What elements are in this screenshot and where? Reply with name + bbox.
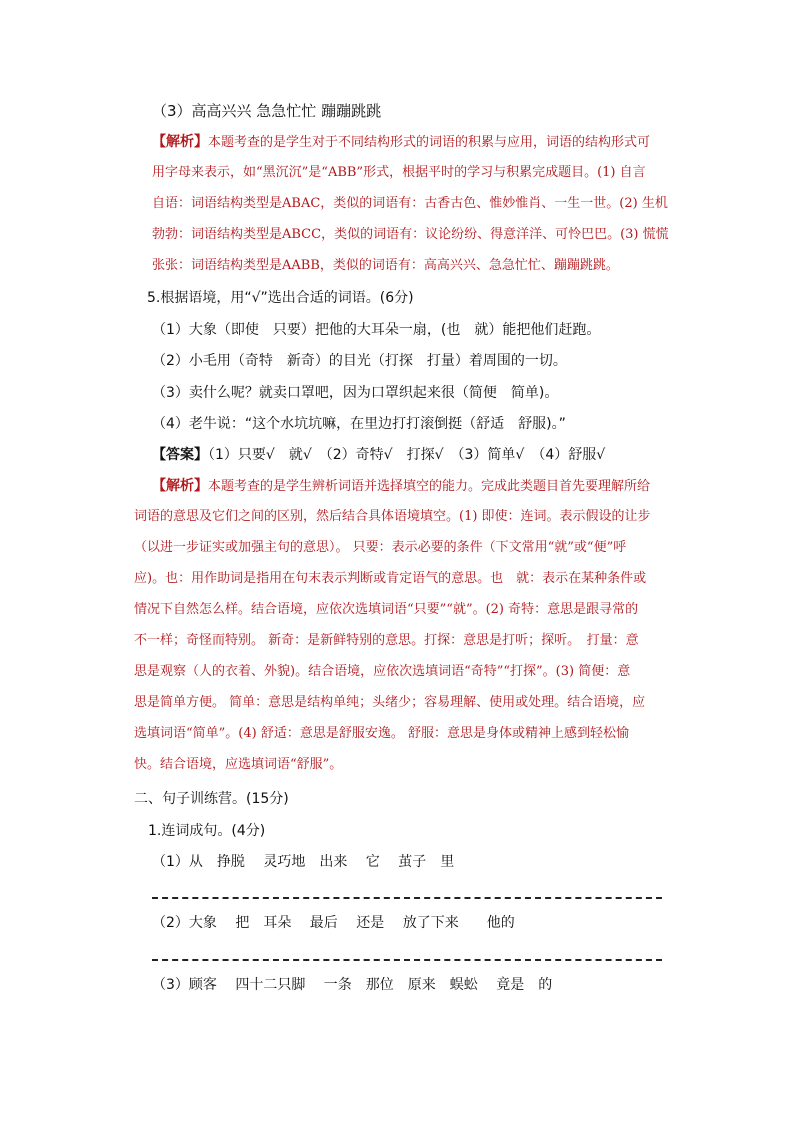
analysis2-line-5: 情况下自然怎么样。结合语境，应依次选填词语“只要”“就”。(2) 奇特：意思是跟寻常的	[134, 602, 639, 617]
section2-title: 二、句子训练营。(15分)	[134, 791, 289, 807]
answer-line	[152, 446, 605, 464]
sentence-item-1: （1）从 挣脱 灵巧地 出来 它 茧子 里	[152, 854, 455, 870]
q5-item-4: （4）老牛说：“这个水坑坑嘛，在里边打打滚倒挺（舒适 舒服)。”	[152, 416, 566, 432]
analysis2-line-2: 词语的意思及它们之间的区别，然后结合具体语境填空。(1) 即使：连词。表示假设的让步	[134, 509, 651, 524]
q5-item-2: （2）小毛用（奇特 新奇）的目光（打探 打量）着周围的一切。	[152, 353, 567, 369]
analysis2-tag: 【解析】	[152, 478, 208, 494]
analysis2-line-4: 应)。也：用作助词是指用在句末表示判断或肯定语气的意思。也 就：表示在某种条件或	[134, 571, 647, 586]
sentence-item-3: （3）顾客 四十二只脚 一条 那位 原来 蜈蚣 竟是 的	[152, 977, 553, 993]
analysis1-line-3: 自语：词语结构类型是ABAC，类似的词语有：古香古色、惟妙惟肖、一生一世。(2) 生机	[152, 196, 668, 211]
analysis2-line-8: 思是简单方便。 简单：意思是结构单纯；头绪少；容易理解、使用或处理。结合语境，应	[134, 695, 646, 710]
sentence-item-2: （2）大象 把 耳朵 最后 还是 放了下来 他的	[152, 915, 515, 931]
analysis1-line-5: 张张：词语结构类型是AABB，类似的词语有：高高兴兴、急急忙忙、蹦蹦跳跳。	[152, 258, 619, 273]
answer-tag: 【答案】	[152, 447, 208, 463]
analysis1-tag: 【解析】	[152, 134, 208, 150]
section2-q1-title: 1.连词成句。(4分)	[148, 823, 266, 839]
analysis2-line-7: 思是观察（人的衣着、外貌)。结合语境，应依次选填词语“奇特”“打探”。(3) 简便：意	[134, 664, 631, 679]
q5-item-3: （3）卖什么呢？就卖口罩吧，因为口罩织起来很（简便 简单)。	[152, 385, 559, 401]
answer-blank-1[interactable]	[152, 897, 662, 899]
q5-item-1: （1）大象（即使 只要）把他的大耳朵一扇，(也 就）能把他们赶跑。	[152, 322, 601, 338]
q5-title: 5.根据语境，用“√”选出合适的词语。(6分)	[147, 290, 414, 306]
analysis2-line-10: 快。结合语境，应选填词语“舒服”。	[134, 757, 343, 772]
analysis2-line-3: （以进一步证实或加强主句的意思）。 只要：表示必要的条件（下文常用“就”或“便”呼	[134, 540, 627, 555]
analysis1-line-1: 【解析】本题考查的是学生对于不同结构形式的词语的积累与应用，词语的结构形式可	[152, 134, 651, 150]
answer-blank-2[interactable]	[152, 959, 662, 961]
answer-text: （1）只要√ 就√ （2）奇特√ 打探√ （3）简单√ （4）舒服√	[208, 447, 606, 463]
analysis1-line-2: 用字母来表示，如“黑沉沉”是“ABB”形式，根据平时的学习与积累完成题目。(1) 自言	[152, 165, 646, 180]
item3-answer: （3）高高兴兴 急急忙忙 蹦蹦跳跳	[152, 102, 382, 120]
analysis2-line-6: 不一样；奇怪而特别。 新奇：是新鲜特别的意思。打探：意思是打听；探听。 打量：意	[134, 633, 639, 648]
analysis2-line-9: 选填词语“简单”。(4) 舒适：意思是舒服安逸。 舒服：意思是身体或精神上感到轻松愉	[134, 726, 629, 741]
analysis1-line-4: 勃勃：词语结构类型是ABCC，类似的词语有：议论纷纷、得意洋洋、可怜巴巴。(3) 慌慌	[152, 227, 669, 242]
analysis2-line-1: 【解析】本题考查的是学生辨析词语并选择填空的能力。完成此类题目首先要理解所给	[152, 478, 651, 494]
